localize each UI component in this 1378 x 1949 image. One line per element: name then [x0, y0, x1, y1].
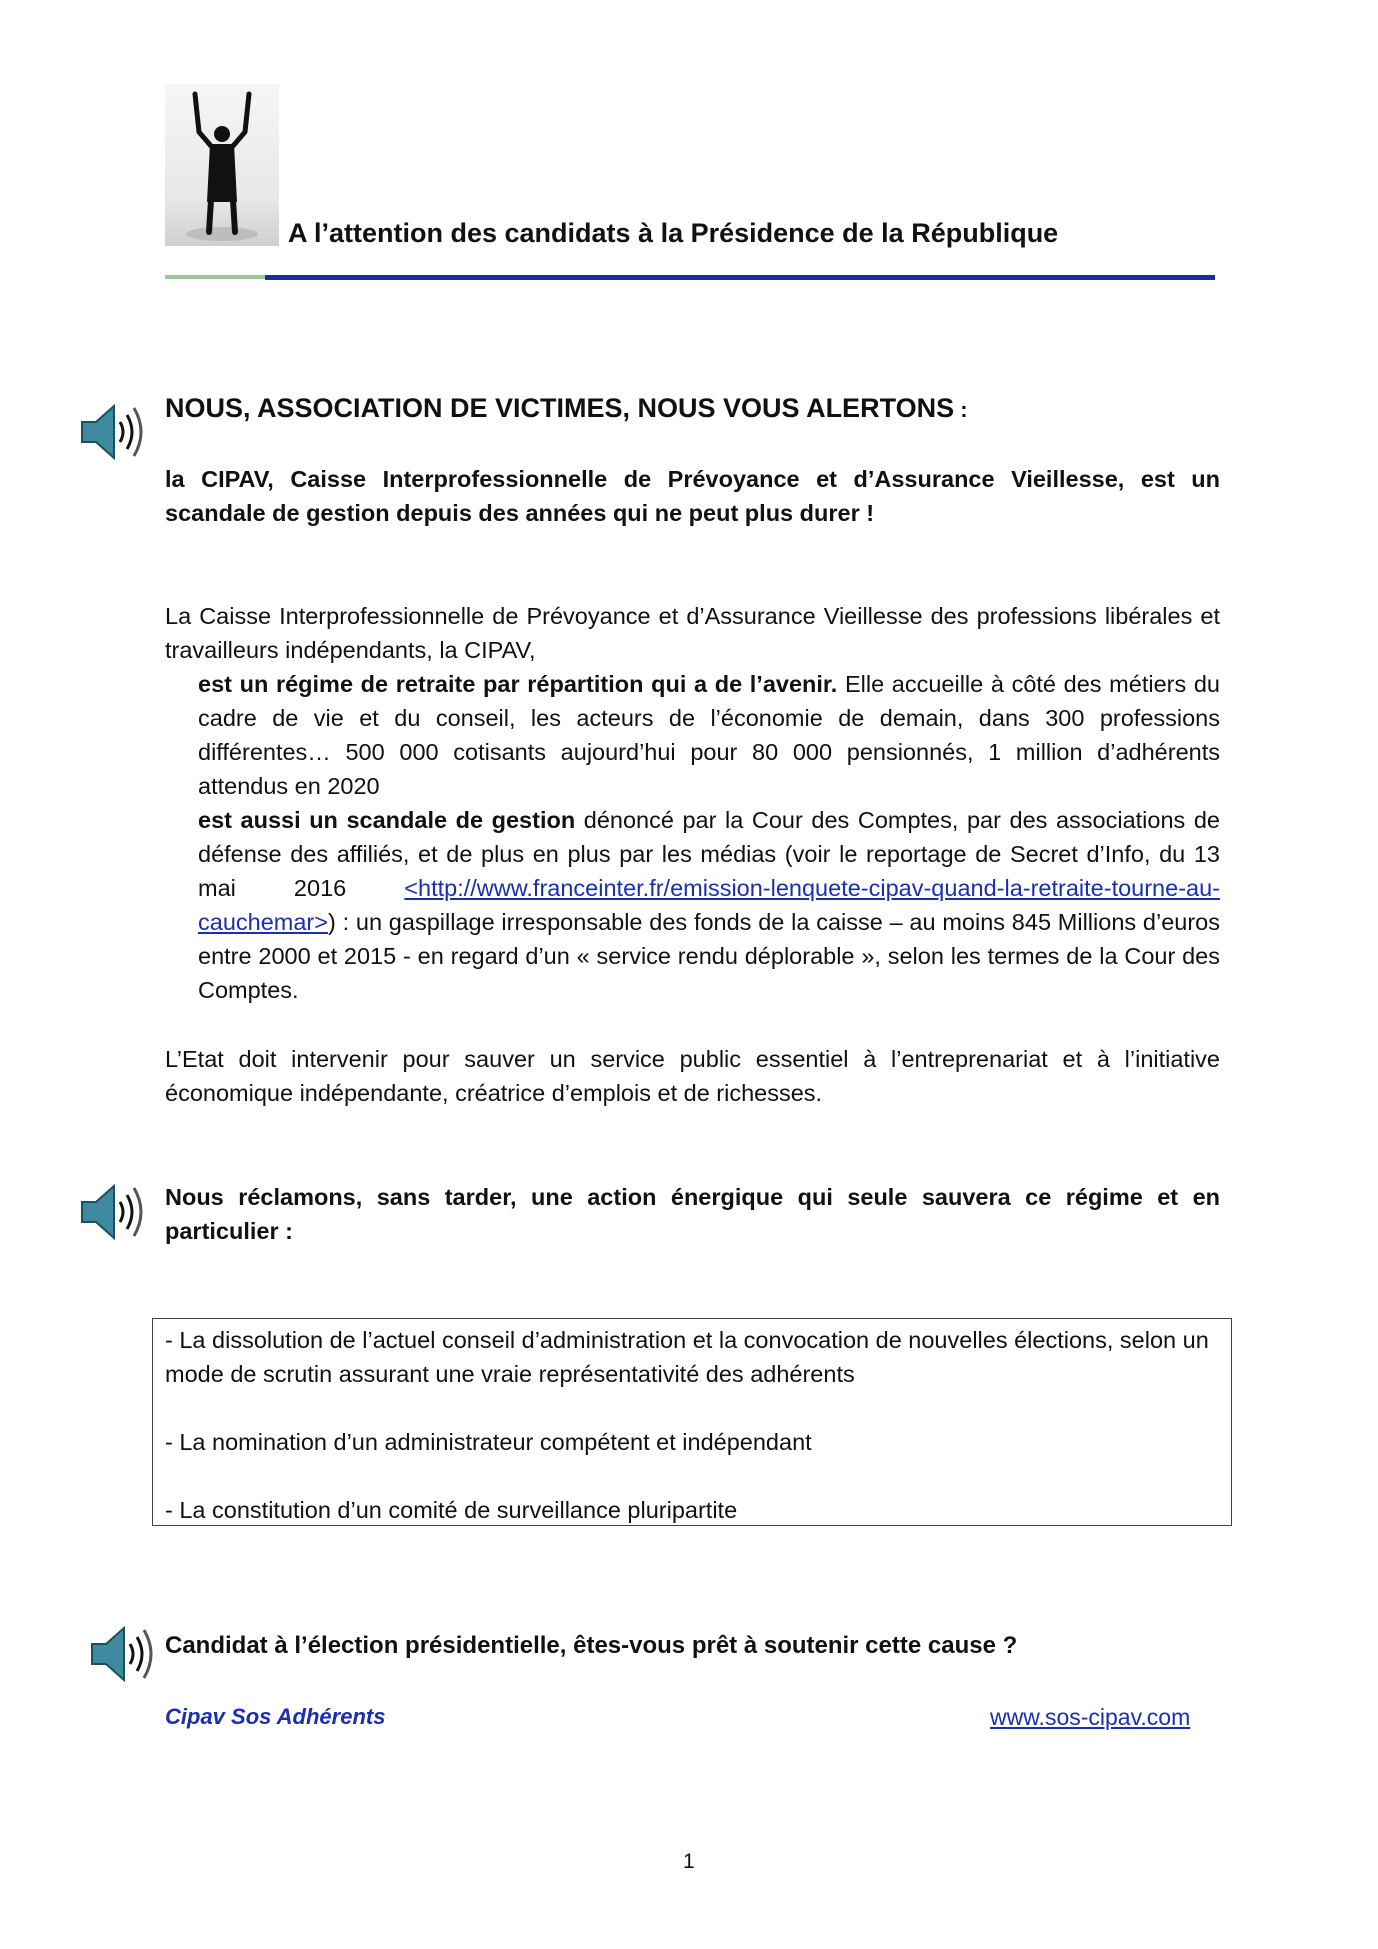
body-points	[198, 667, 1220, 1007]
header-title: A l’attention des candidats à la Présidence de la République	[288, 218, 1059, 248]
alert-lead: la CIPAV, Caisse Interprofessionnelle de Prévoyance et d’Assurance Vieillesse, est un scandale de gestion depuis des années qui ne peut plus durer !	[165, 466, 1220, 526]
header-photo-silhouette-icon	[165, 84, 279, 246]
speaker-icon	[80, 400, 160, 466]
closing-question: Candidat à l’élection présidentielle, êtes-vous prêt à soutenir cette cause ?	[165, 1632, 1018, 1659]
point-avenir	[198, 667, 1220, 803]
demand-item: - La dissolution de l’actuel conseil d’administration et la convocation de nouvelles élections, selon un mode de scrutin assurant une vraie représentativité des adhérents	[165, 1327, 1209, 1387]
demands-heading: Nous réclamons, sans tarder, une action énergique qui seule sauvera ce régime et en particulier :	[165, 1184, 1220, 1244]
point-avenir-bold: est un régime de retraite par répartition qui a de l’avenir.	[198, 671, 838, 697]
point-scandale-text-end: ) : un gaspillage irresponsable des fonds de la caisse – au moins 845 Millions d’euros entre 2000 et 2015 - en regard d’un « service rendu déplorable », selon les termes de la Cour des Comptes.	[198, 909, 1220, 1003]
header-rule-green	[165, 275, 265, 279]
point-scandale-bold: est aussi un scandale de gestion	[198, 807, 576, 833]
point-scandale-text: dénoncé par la Cour des Comptes, par des associations de défense des affiliés, et de plus en plus par les médias (voir le reportage de Secret d’Info, du 13 mai 2016	[198, 807, 1220, 901]
demand-item: - La nomination d’un administrateur compétent et indépendant	[165, 1429, 812, 1455]
speaker-icon	[80, 1180, 160, 1246]
point-scandale	[198, 803, 1220, 1007]
demands-box	[152, 1318, 1232, 1526]
point-avenir-text: Elle accueille à côté des métiers du cadre de vie et du conseil, les acteurs de l’économie de demain, dans 300 professions différentes… 500 000 cotisants aujourd’hui pour 80 000 pensionnés, 1 million d’adhérents attendus en 2020	[198, 671, 1220, 799]
alert-heading-colon: :	[954, 397, 968, 422]
website-link[interactable]: www.sos-cipav.com	[990, 1704, 1191, 1730]
franceinter-link[interactable]: <http://www.franceinter.fr/emission-lenquete-cipav-quand-la-retraite-tourne-au-cauchemar>	[198, 875, 1220, 935]
demand-item: - La constitution d’un comité de surveillance pluripartite	[165, 1497, 738, 1523]
page-number: 1	[683, 1850, 695, 1873]
intro-paragraph: La Caisse Interprofessionnelle de Prévoyance et d’Assurance Vieillesse des professions libérales et travailleurs indépendants, la CIPAV,	[165, 603, 1220, 663]
alert-heading-text: NOUS, ASSOCIATION DE VICTIMES, NOUS VOUS ALERTONS	[165, 393, 955, 423]
signature: Cipav Sos Adhérents	[165, 1704, 386, 1729]
alert-heading	[165, 393, 968, 424]
header-rule-blue	[265, 275, 1215, 280]
speaker-icon	[90, 1622, 170, 1688]
state-paragraph: L’Etat doit intervenir pour sauver un service public essentiel à l’entreprenariat et à l’initiative économique indépendante, créatrice d’emplois et de richesses.	[165, 1046, 1220, 1106]
